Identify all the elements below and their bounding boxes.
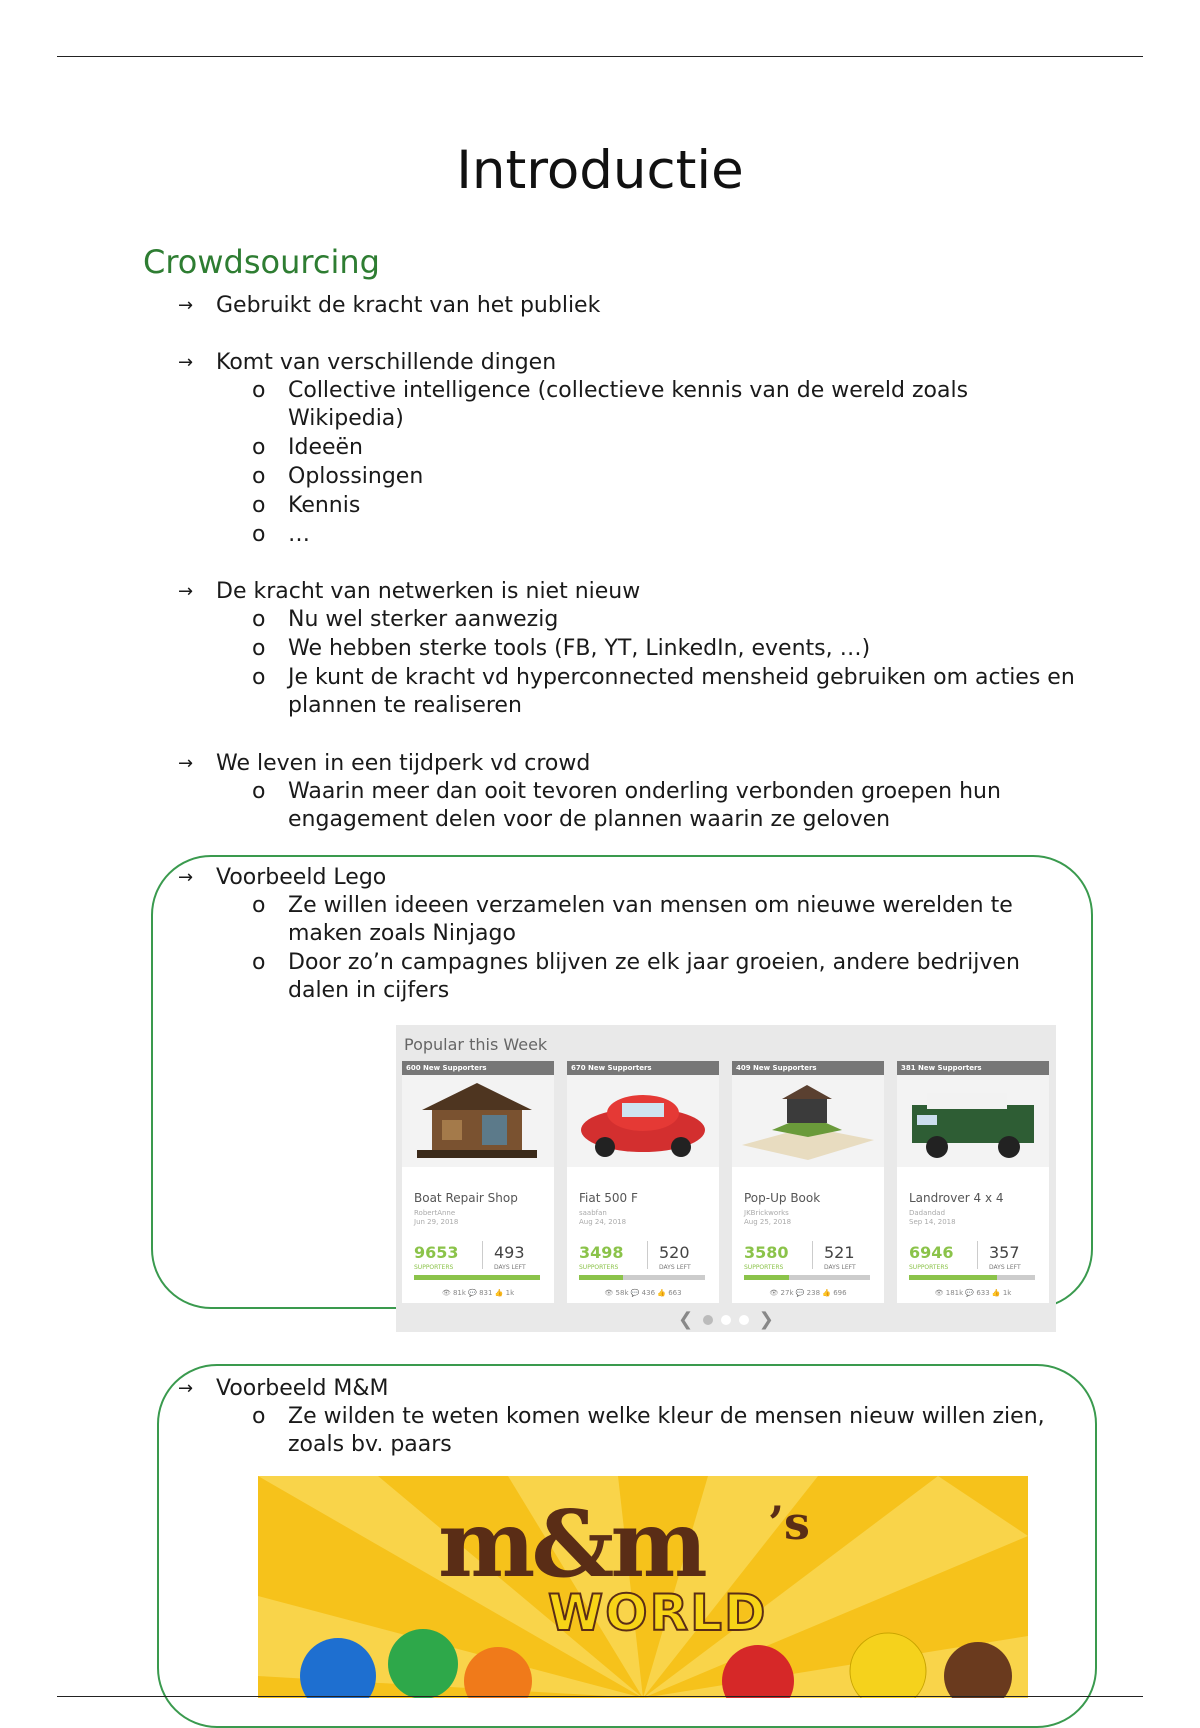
- days-left-label: DAYS LEFT: [494, 1264, 526, 1271]
- pager-dot[interactable]: [739, 1315, 749, 1325]
- project-name: Boat Repair Shop: [414, 1191, 518, 1205]
- circle-bullet-icon: o: [252, 522, 266, 547]
- circle-bullet-icon: o: [252, 636, 266, 661]
- circle-bullet-icon: o: [252, 779, 266, 804]
- days-left-label: DAYS LEFT: [989, 1264, 1021, 1271]
- project-name: Pop-Up Book: [744, 1191, 821, 1205]
- circle-bullet-icon: o: [252, 607, 266, 632]
- supporters-count: 9653: [414, 1243, 459, 1262]
- fiat-500-image: [567, 1075, 719, 1167]
- pop-up-book-image: [732, 1075, 884, 1167]
- circle-bullet-icon: o: [252, 1404, 266, 1429]
- days-left: 357: [989, 1243, 1020, 1262]
- days-left-label: DAYS LEFT: [659, 1264, 691, 1271]
- new-supporters-badge: 670 New Supporters: [567, 1061, 719, 1075]
- sub-item-text: Oplossingen: [288, 464, 424, 489]
- arrow-icon: →: [178, 867, 194, 888]
- sub-item-text: Je kunt de kracht vd hyperconnected mensheid gebruiken om acties en plannen te realiseren: [288, 665, 1075, 718]
- yellow-character: [850, 1633, 926, 1698]
- chevron-left-icon[interactable]: ❮: [678, 1309, 694, 1330]
- project-author: saabfan Aug 24, 2018: [579, 1209, 627, 1226]
- progress-bar: [909, 1275, 1035, 1280]
- arrow-icon: →: [178, 1378, 194, 1399]
- mms-world-banner: [258, 1476, 1028, 1698]
- sub-item-text: Kennis: [288, 493, 361, 518]
- new-supporters-badge: 600 New Supporters: [402, 1061, 554, 1075]
- project-author: Dadandad Sep 14, 2018: [909, 1209, 956, 1226]
- days-left: 520: [659, 1243, 690, 1262]
- green-character: [388, 1629, 458, 1698]
- days-left-label: DAYS LEFT: [824, 1264, 856, 1271]
- mms-logo-suffix: ’s: [768, 1496, 810, 1550]
- project-name: Landrover 4 x 4: [909, 1191, 1004, 1205]
- page-title: Introductie: [456, 140, 744, 201]
- lego-card[interactable]: [732, 1061, 884, 1303]
- landrover-image: [897, 1075, 1049, 1167]
- supporters-count: 6946: [909, 1243, 954, 1262]
- lego-heading: Popular this Week: [404, 1035, 548, 1054]
- circle-bullet-icon: o: [252, 493, 266, 518]
- arrow-icon: →: [178, 753, 194, 774]
- pager-dot[interactable]: [703, 1315, 713, 1325]
- mms-logo: m&m: [438, 1490, 704, 1598]
- bullet-text: We leven in een tijdperk vd crowd: [216, 751, 591, 776]
- card-stats: 👁 27k 💬 238 👍 696: [769, 1289, 847, 1297]
- lego-card[interactable]: [897, 1061, 1049, 1303]
- sub-item-text: Ze willen ideeen verzamelen van mensen om nieuwe werelden te maken zoals Ninjago: [288, 893, 1013, 946]
- sub-item-text: Waarin meer dan ooit tevoren onderling verbonden groepen hun engagement delen voor de plannen waarin ze geloven: [288, 779, 1001, 832]
- sub-item-text: Ze wilden te weten komen welke kleur de mensen nieuw willen zien, zoals bv. paars: [288, 1404, 1045, 1457]
- carousel-pager: [396, 1309, 1056, 1330]
- card-stats: 👁 181k 💬 633 👍 1k: [934, 1289, 1012, 1297]
- arrow-icon: →: [178, 352, 194, 373]
- supporters-label: SUPPORTERS: [414, 1264, 454, 1271]
- circle-bullet-icon: o: [252, 464, 266, 489]
- supporters-label: SUPPORTERS: [909, 1264, 949, 1271]
- world-wordmark: WORLD: [548, 1584, 768, 1642]
- sub-item-text: Collective intelligence (collectieve kennis van de wereld zoals Wikipedia): [288, 378, 969, 431]
- card-stats: 👁 58k 💬 436 👍 663: [604, 1289, 682, 1297]
- bullet-text: Voorbeeld Lego: [216, 865, 387, 890]
- supporters-label: SUPPORTERS: [579, 1264, 619, 1271]
- progress-bar: [579, 1275, 705, 1280]
- circle-bullet-icon: o: [252, 950, 266, 975]
- progress-bar: [744, 1275, 870, 1280]
- footer-rule: [57, 1696, 1143, 1697]
- circle-bullet-icon: o: [252, 378, 266, 403]
- sub-item-text: …: [288, 522, 310, 547]
- sub-item-text: Ideeën: [288, 435, 364, 460]
- header-rule: [57, 56, 1143, 57]
- supporters-count: 3580: [744, 1243, 789, 1262]
- new-supporters-badge: 409 New Supporters: [732, 1061, 884, 1075]
- chevron-right-icon[interactable]: ❯: [758, 1309, 774, 1330]
- circle-bullet-icon: o: [252, 665, 266, 690]
- section-heading: Crowdsourcing: [143, 243, 380, 281]
- supporters-label: SUPPORTERS: [744, 1264, 784, 1271]
- project-name: Fiat 500 F: [579, 1191, 638, 1205]
- project-author: RobertAnne Jun 29, 2018: [414, 1209, 459, 1226]
- new-supporters-badge: 381 New Supporters: [897, 1061, 1049, 1075]
- sub-item-text: Door zo’n campagnes blijven ze elk jaar groeien, andere bedrijven dalen in cijfers: [288, 950, 1020, 1003]
- boat-repair-shop-image: [402, 1075, 554, 1167]
- circle-bullet-icon: o: [252, 435, 266, 460]
- bullet-text: De kracht van netwerken is niet nieuw: [216, 579, 641, 604]
- days-left: 493: [494, 1243, 525, 1262]
- arrow-icon: →: [178, 581, 194, 602]
- lego-ideas-screenshot: [396, 1025, 1056, 1332]
- bullet-text: Komt van verschillende dingen: [216, 350, 557, 375]
- sub-item-text: We hebben sterke tools (FB, YT, LinkedIn, events, …): [288, 636, 871, 661]
- bullet-text: Gebruikt de kracht van het publiek: [216, 293, 601, 318]
- lego-card[interactable]: [567, 1061, 719, 1303]
- card-stats: 👁 81k 💬 831 👍 1k: [441, 1289, 515, 1297]
- pager-dot[interactable]: [721, 1315, 731, 1325]
- lego-card[interactable]: [402, 1061, 554, 1303]
- sub-item-text: Nu wel sterker aanwezig: [288, 607, 559, 632]
- arrow-icon: →: [178, 295, 194, 316]
- bullet-text: Voorbeeld M&M: [216, 1376, 389, 1401]
- days-left: 521: [824, 1243, 855, 1262]
- progress-bar: [414, 1275, 540, 1280]
- circle-bullet-icon: o: [252, 893, 266, 918]
- project-author: JKBrickworks Aug 25, 2018: [744, 1209, 792, 1226]
- supporters-count: 3498: [579, 1243, 624, 1262]
